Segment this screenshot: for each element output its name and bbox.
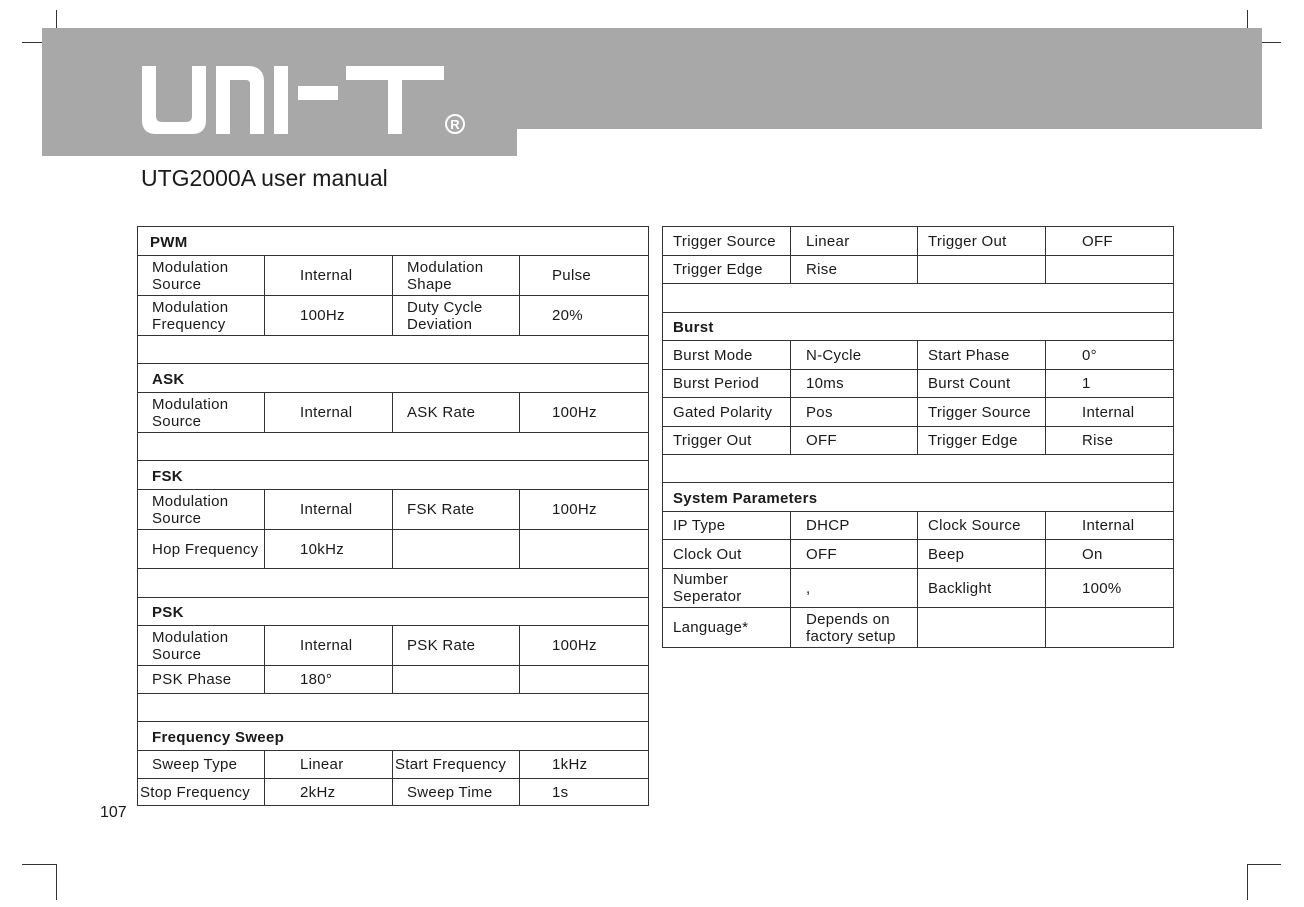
table-row bbox=[138, 626, 649, 666]
registered-mark: R bbox=[450, 117, 460, 132]
table-row bbox=[138, 296, 649, 336]
table-row bbox=[663, 569, 1174, 608]
param-label: Gated Polarity bbox=[663, 398, 791, 427]
param-value: 100Hz bbox=[265, 296, 393, 336]
param-value: N-Cycle bbox=[791, 341, 918, 370]
section-title: ASK bbox=[138, 364, 649, 393]
spacer-row bbox=[663, 455, 1174, 483]
table-row bbox=[138, 530, 649, 569]
section-header-sweep bbox=[138, 722, 649, 751]
crop-mark-br-v bbox=[1247, 864, 1248, 900]
param-value bbox=[1046, 256, 1174, 284]
param-label: Language* bbox=[663, 608, 791, 648]
table-row bbox=[663, 341, 1174, 370]
section-title: PSK bbox=[138, 598, 649, 626]
param-label bbox=[393, 530, 520, 569]
spacer-row bbox=[138, 569, 649, 598]
manual-subtitle: UTG2000A user manual bbox=[141, 165, 388, 191]
section-title: Frequency Sweep bbox=[138, 722, 649, 751]
param-value: , bbox=[791, 569, 918, 608]
table-row bbox=[663, 512, 1174, 540]
table-row bbox=[663, 398, 1174, 427]
param-label: Beep bbox=[918, 540, 1046, 569]
table-row bbox=[138, 751, 649, 779]
spacer-row bbox=[138, 336, 649, 364]
param-value: Internal bbox=[265, 393, 393, 433]
crop-mark-br-h bbox=[1247, 864, 1281, 865]
table-row bbox=[138, 256, 649, 296]
param-label: Sweep Time bbox=[393, 779, 520, 806]
param-label: Duty Cycle Deviation bbox=[393, 296, 520, 336]
section-title: System Parameters bbox=[663, 483, 1174, 512]
param-label bbox=[918, 608, 1046, 648]
section-title: FSK bbox=[138, 461, 649, 490]
param-value: Rise bbox=[791, 256, 918, 284]
param-value: DHCP bbox=[791, 512, 918, 540]
param-label bbox=[918, 256, 1046, 284]
param-value: 100Hz bbox=[520, 626, 649, 666]
param-label: ASK Rate bbox=[393, 393, 520, 433]
table-row bbox=[138, 490, 649, 530]
param-label: Modulation Frequency bbox=[138, 296, 265, 336]
param-value: 1 bbox=[1046, 370, 1174, 398]
uni-t-logo bbox=[140, 64, 470, 136]
param-value: 100Hz bbox=[520, 393, 649, 433]
param-label: Trigger Out bbox=[663, 427, 791, 455]
param-value: 2kHz bbox=[265, 779, 393, 806]
param-label: Hop Frequency bbox=[138, 530, 265, 569]
param-label: IP Type bbox=[663, 512, 791, 540]
param-label: Modulation Source bbox=[138, 626, 265, 666]
param-value: Rise bbox=[1046, 427, 1174, 455]
param-value: 0° bbox=[1046, 341, 1174, 370]
param-label: Burst Count bbox=[918, 370, 1046, 398]
param-label: Modulation Shape bbox=[393, 256, 520, 296]
param-value: 10kHz bbox=[265, 530, 393, 569]
param-label: PSK Rate bbox=[393, 626, 520, 666]
table-row bbox=[663, 427, 1174, 455]
param-value: Pos bbox=[791, 398, 918, 427]
crop-mark-bl-v bbox=[56, 864, 57, 900]
table-row bbox=[663, 608, 1174, 648]
param-value: Internal bbox=[265, 256, 393, 296]
table-row bbox=[663, 370, 1174, 398]
section-header-ask bbox=[138, 364, 649, 393]
param-value: 1kHz bbox=[520, 751, 649, 779]
param-label: Trigger Source bbox=[918, 398, 1046, 427]
param-value: 100Hz bbox=[520, 490, 649, 530]
header-banner-extension bbox=[517, 28, 1262, 129]
table-row bbox=[138, 393, 649, 433]
param-value: Internal bbox=[1046, 398, 1174, 427]
param-value: OFF bbox=[1046, 227, 1174, 256]
table-row bbox=[138, 666, 649, 694]
spacer-row bbox=[663, 284, 1174, 313]
param-value: Internal bbox=[265, 490, 393, 530]
param-label: Trigger Out bbox=[918, 227, 1046, 256]
param-label: Modulation Source bbox=[138, 490, 265, 530]
param-value: Internal bbox=[1046, 512, 1174, 540]
table-row bbox=[663, 256, 1174, 284]
table-row bbox=[663, 227, 1174, 256]
param-label: Modulation Source bbox=[138, 393, 265, 433]
param-value bbox=[520, 666, 649, 694]
param-label: PSK Phase bbox=[138, 666, 265, 694]
section-header-burst bbox=[663, 313, 1174, 341]
param-label: FSK Rate bbox=[393, 490, 520, 530]
burst-system-parameters-table bbox=[662, 226, 1174, 648]
param-label: Start Phase bbox=[918, 341, 1046, 370]
table-row bbox=[663, 540, 1174, 569]
param-label: Clock Source bbox=[918, 512, 1046, 540]
table-row bbox=[138, 779, 649, 806]
spacer-row bbox=[138, 433, 649, 461]
param-value: 10ms bbox=[791, 370, 918, 398]
param-value: 100% bbox=[1046, 569, 1174, 608]
param-value bbox=[1046, 608, 1174, 648]
section-header-psk bbox=[138, 598, 649, 626]
param-label: Start Frequency bbox=[393, 751, 520, 779]
section-header-system bbox=[663, 483, 1174, 512]
section-header-fsk bbox=[138, 461, 649, 490]
param-label: Modulation Source bbox=[138, 256, 265, 296]
param-value: OFF bbox=[791, 427, 918, 455]
param-label: Clock Out bbox=[663, 540, 791, 569]
param-value: On bbox=[1046, 540, 1174, 569]
param-value: 20% bbox=[520, 296, 649, 336]
crop-mark-bl-h bbox=[22, 864, 57, 865]
page-number: 107 bbox=[100, 804, 127, 821]
section-title: Burst bbox=[663, 313, 1174, 341]
param-label: Trigger Edge bbox=[663, 256, 791, 284]
param-label bbox=[393, 666, 520, 694]
param-value: Linear bbox=[791, 227, 918, 256]
section-title: PWM bbox=[138, 227, 649, 256]
param-label: Backlight bbox=[918, 569, 1046, 608]
modulation-parameters-table bbox=[137, 226, 649, 806]
param-value: 1s bbox=[520, 779, 649, 806]
param-value: Pulse bbox=[520, 256, 649, 296]
param-label: Sweep Type bbox=[138, 751, 265, 779]
param-label: Number Seperator bbox=[663, 569, 791, 608]
param-label: Burst Period bbox=[663, 370, 791, 398]
param-label: Trigger Source bbox=[663, 227, 791, 256]
param-label: Burst Mode bbox=[663, 341, 791, 370]
param-value bbox=[520, 530, 649, 569]
param-label: Trigger Edge bbox=[918, 427, 1046, 455]
spacer-row bbox=[138, 694, 649, 722]
param-value: Internal bbox=[265, 626, 393, 666]
param-value: OFF bbox=[791, 540, 918, 569]
section-header-pwm bbox=[138, 227, 649, 256]
param-label: Stop Frequency bbox=[138, 779, 265, 806]
param-value: 180° bbox=[265, 666, 393, 694]
param-value: Linear bbox=[265, 751, 393, 779]
param-value: Depends on factory setup bbox=[791, 608, 918, 648]
